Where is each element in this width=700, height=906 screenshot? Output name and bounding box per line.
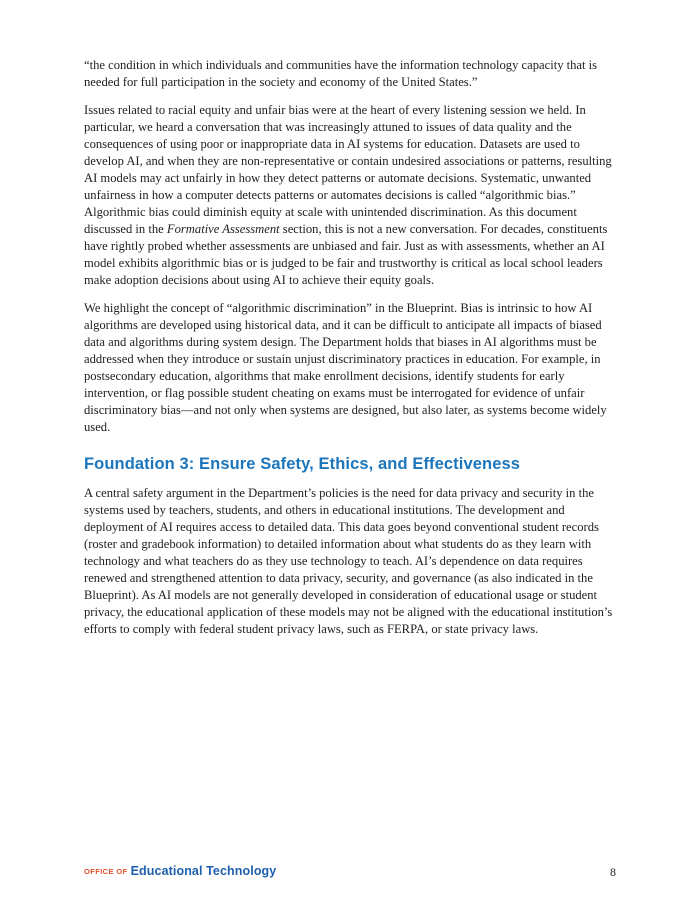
equity-paragraph-text-2: section, this is not a new conversation. For decades, constituents have rightly probed whether assessments are unbiased and fair. Just as with assessments, whether an AI model exhibits algorithmic bias or is judged to be fair and trustworthy is critical as local school leaders make adoption decisions about using AI to achieve their equity goals.: [84, 222, 608, 287]
blueprint-paragraph: We highlight the concept of “algorithmic discrimination” in the Blueprint. Bias is intrinsic to how AI algorithms are developed using historical data, and it can be difficult to anticipate all impacts of biased data and algorithms during system design. The Department holds that biases in AI algorithms must be addressed when they introduce or sustain unjust discriminatory practices in education. For example, in postsecondary education, algorithms that make enrollment decisions, identify students for early intervention, or flag possible student cheating on exams must be interrogated for evidence of unfair discriminatory bias—and not only when systems are designed, but also later, as systems become widely used.: [84, 301, 607, 434]
section-heading-foundation-3: Foundation 3: Ensure Safety, Ethics, and Effectiveness: [84, 455, 521, 473]
office-of-label: OFFICE OF: [84, 867, 128, 876]
equity-paragraph-text-1: Issues related to racial equity and unfair bias were at the heart of every listening session we held. In particular, we heard a conversation that was increasingly attuned to issues of data quality and the consequences of using poor or inappropriate data in AI systems for education. Datasets are used to develop AI, and when they are non-representative or contain undesired associations or patterns, resulting AI models may act unfairly in how they detect patterns or automate decisions. Systematic, unwanted unfairness in how a computer detects patterns or automates decisions is called “algorithmic bias.” Algorithmic bias could diminish equity at scale with unintended discrimination. As this document discussed in the: [84, 103, 612, 236]
formative-assessment-italic: Formative Assessment: [166, 222, 280, 236]
page-footer: [84, 862, 616, 880]
page-number: 8: [610, 865, 616, 879]
equity-paragraph: [84, 102, 617, 289]
safety-paragraph: A central safety argument in the Department’s policies is the need for data privacy and security in the systems used by teachers, students, and others in educational institutions. The development and deployment of AI requires access to detailed data. This data goes beyond conventional student records (roster and gradebook information) to detailed information about what students do as they learn with technology and what teachers do as they use technology to teach. AI’s dependence on data requires renewed and strengthened attention to data privacy, security, and governance (as also indicated in the Blueprint). As AI models are not generally developed in consideration of educational usage or student privacy, the educational application of these models may not be aligned with the educational institution’s efforts to comply with federal student privacy laws, such as FERPA, or state privacy laws.: [84, 486, 613, 636]
educational-technology-label: Educational Technology: [130, 864, 277, 878]
oet-logo: [84, 862, 276, 880]
quote-paragraph: “the condition in which individuals and communities have the information technology capacity that is needed for full participation in the society and economy of the United States.”: [84, 58, 598, 89]
page-content: [84, 57, 617, 649]
